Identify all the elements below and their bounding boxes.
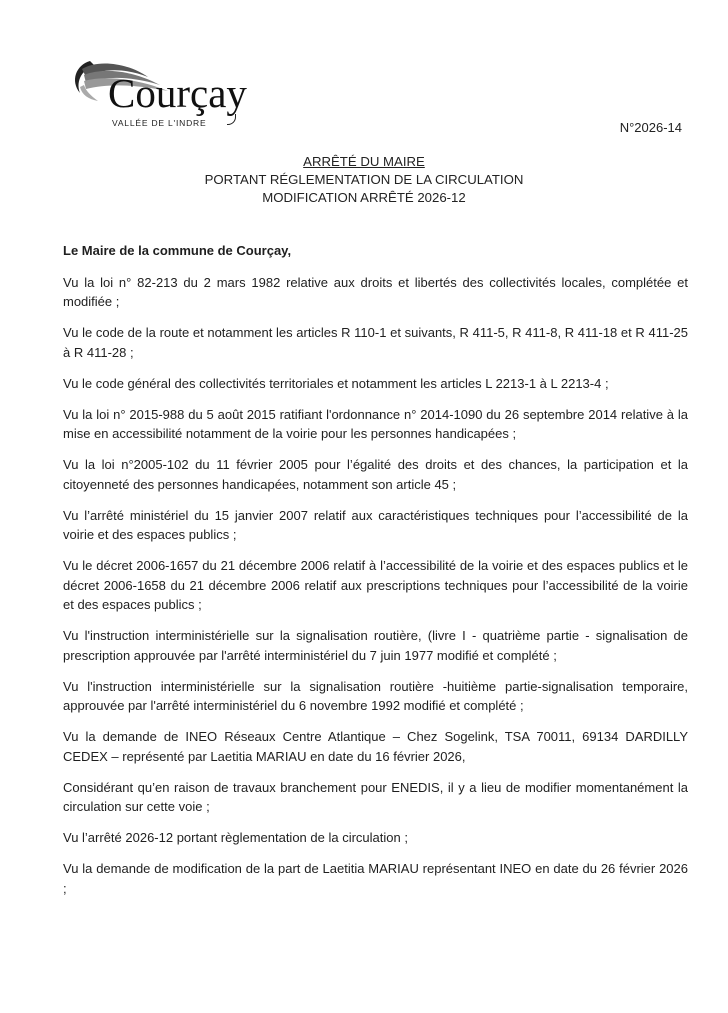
paragraph: Considérant qu’en raison de travaux branchement pour ENEDIS, il y a lieu de modifier momentanément la circulation sur cette voie ; [63,779,688,814]
document-title-block [0,153,728,207]
paragraph: Vu l'instruction interministérielle sur la signalisation routière, (livre I - quatrième partie - signalisation de prescription approuvée par l'arrêté interministériel du 7 juin 1977 modifié et complété ; [63,628,688,663]
paragraph: Vu la loi n°2005-102 du 11 février 2005 pour l’égalité des droits et des chances, la participation et la citoyenneté des personnes handicapées, notamment son article 45 ; [63,457,688,492]
paragraph: Vu le code général des collectivités territoriales et notamment les articles L 2213-1 à L 2213-4 ; [63,375,609,391]
paragraph: Vu l'instruction interministérielle sur la signalisation routière -huitième partie-signalisation temporaire, approuvée par l'arrêté interministériel du 6 novembre 1992 modifié et complété ; [63,678,688,713]
paragraph: Vu la loi n° 2015-988 du 5 août 2015 ratifiant l'ordonnance n° 2014-1090 du 26 septembre 2014 relative à la mise en accessibilité notamment de la voirie pour les personnes handicapées ; [63,406,688,441]
intro-line: Le Maire de la commune de Courçay, [63,243,292,258]
decree-number: N°2026-14 [619,120,682,135]
title-line-2: PORTANT RÉGLEMENTATION DE LA CIRCULATION [204,172,524,187]
document-body [63,241,688,910]
logo-subtitle: VALLÉE DE L'INDRE [112,118,207,128]
paragraph: Vu la loi n° 82-213 du 2 mars 1982 relative aux droits et libertés des collectivités locales, complétée et modifiée ; [63,274,688,309]
municipality-logo [68,55,258,135]
paragraph: Vu la demande de INEO Réseaux Centre Atlantique – Chez Sogelink, TSA 70011, 69134 DARDILLY CEDEX – représenté par Laetitia MARIAU en date du 16 février 2026, [63,729,688,764]
logo-name: Courçay [108,70,247,116]
title-line-1: ARRÊTÉ DU MAIRE [303,154,425,169]
paragraph: Vu l’arrêté ministériel du 15 janvier 2007 relatif aux caractéristiques techniques pour l’accessibilité de la voirie et des espaces publics ; [63,507,688,542]
paragraph: Vu le décret 2006-1657 du 21 décembre 2006 relatif à l’accessibilité de la voirie et des espaces publics et le décret 2006-1658 du 21 décembre 2006 relatif aux prescriptions techniques pour l’accessibilité de la voirie et des espaces publics ; [63,558,688,612]
paragraph: Vu l’arrêté 2026-12 portant règlementation de la circulation ; [63,830,408,845]
logo-hook-mark [227,114,236,125]
title-line-3: MODIFICATION ARRÊTÉ 2026-12 [262,190,466,205]
paragraph: Vu le code de la route et notamment les articles R 110-1 et suivants, R 411-5, R 411-8, R 411-18 et R 411-25 à R 411-28 ; [63,325,688,360]
paragraph: Vu la demande de modification de la part de Laetitia MARIAU représentant INEO en date du 26 février 2026 ; [63,861,688,896]
